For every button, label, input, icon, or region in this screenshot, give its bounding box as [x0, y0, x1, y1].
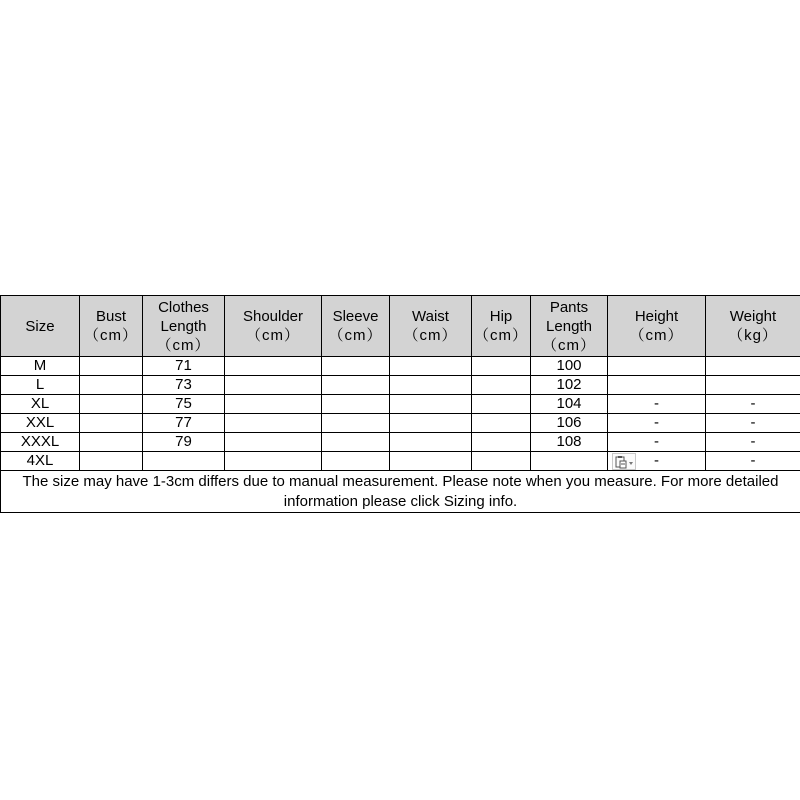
cell-pants-length [531, 452, 608, 471]
cell-waist [390, 452, 472, 471]
cell-hip [472, 414, 531, 433]
cell-bust [80, 414, 143, 433]
clipboard-icon [615, 456, 635, 469]
note-row [1, 471, 800, 513]
cell-clothes-length: 77 [143, 414, 225, 433]
cell-weight: - [706, 433, 800, 452]
header-waist: Waist （cm） [390, 296, 472, 357]
cell-weight [706, 376, 800, 395]
cell-weight: - [706, 395, 800, 414]
cell-hip [472, 395, 531, 414]
cell-hip [472, 357, 531, 376]
cell-clothes-length: 75 [143, 395, 225, 414]
cell-bust [80, 357, 143, 376]
cell-pants-length: 106 [531, 414, 608, 433]
cell-waist [390, 414, 472, 433]
table-row [1, 414, 800, 433]
table-row [1, 357, 800, 376]
cell-weight: - [706, 452, 800, 471]
cell-size: XXL [1, 414, 80, 433]
cell-waist [390, 376, 472, 395]
cell-bust [80, 433, 143, 452]
header-clothes-length: Clothes Length （cm） [143, 296, 225, 357]
cell-sleeve [322, 433, 390, 452]
cell-bust [80, 395, 143, 414]
cell-pants-length: 104 [531, 395, 608, 414]
cell-hip [472, 452, 531, 471]
paste-options-icon[interactable] [612, 453, 636, 470]
cell-shoulder [225, 433, 322, 452]
cell-shoulder [225, 376, 322, 395]
cell-waist [390, 433, 472, 452]
cell-pants-length: 108 [531, 433, 608, 452]
cell-sleeve [322, 357, 390, 376]
cell-waist [390, 395, 472, 414]
cell-shoulder [225, 395, 322, 414]
header-height: Height （cm） [608, 296, 706, 357]
cell-size: XL [1, 395, 80, 414]
cell-size: L [1, 376, 80, 395]
table-row [1, 395, 800, 414]
cell-pants-length: 102 [531, 376, 608, 395]
cell-shoulder [225, 414, 322, 433]
cell-clothes-length: 73 [143, 376, 225, 395]
cell-height: - [608, 452, 706, 471]
table-row [1, 433, 800, 452]
cell-pants-length: 100 [531, 357, 608, 376]
cell-hip [472, 433, 531, 452]
header-row [1, 296, 800, 357]
table-row [1, 452, 800, 471]
cell-size: M [1, 357, 80, 376]
header-sleeve: Sleeve （cm） [322, 296, 390, 357]
size-chart-table [0, 295, 800, 513]
header-shoulder: Shoulder （cm） [225, 296, 322, 357]
cell-waist [390, 357, 472, 376]
cell-shoulder [225, 357, 322, 376]
header-bust: Bust （cm） [80, 296, 143, 357]
cell-clothes-length: 71 [143, 357, 225, 376]
cell-shoulder [225, 452, 322, 471]
cell-bust [80, 452, 143, 471]
cell-size: 4XL [1, 452, 80, 471]
cell-height [608, 357, 706, 376]
cell-height: - [608, 395, 706, 414]
header-size: Size [1, 296, 80, 357]
cell-height: - [608, 414, 706, 433]
cell-clothes-length [143, 452, 225, 471]
cell-height [608, 376, 706, 395]
cell-height: - [608, 433, 706, 452]
header-hip: Hip （cm） [472, 296, 531, 357]
cell-weight [706, 357, 800, 376]
cell-bust [80, 376, 143, 395]
table-row [1, 376, 800, 395]
measurement-note: The size may have 1-3cm differs due to manual measurement. Please note when you measure. For more detailed information please click Sizing info. [1, 471, 800, 513]
header-weight: Weight （kg） [706, 296, 800, 357]
header-pants-length: Pants Length （cm） [531, 296, 608, 357]
cell-size: XXXL [1, 433, 80, 452]
cell-sleeve [322, 395, 390, 414]
cell-hip [472, 376, 531, 395]
cell-sleeve [322, 452, 390, 471]
cell-weight: - [706, 414, 800, 433]
cell-clothes-length: 79 [143, 433, 225, 452]
cell-sleeve [322, 376, 390, 395]
cell-sleeve [322, 414, 390, 433]
